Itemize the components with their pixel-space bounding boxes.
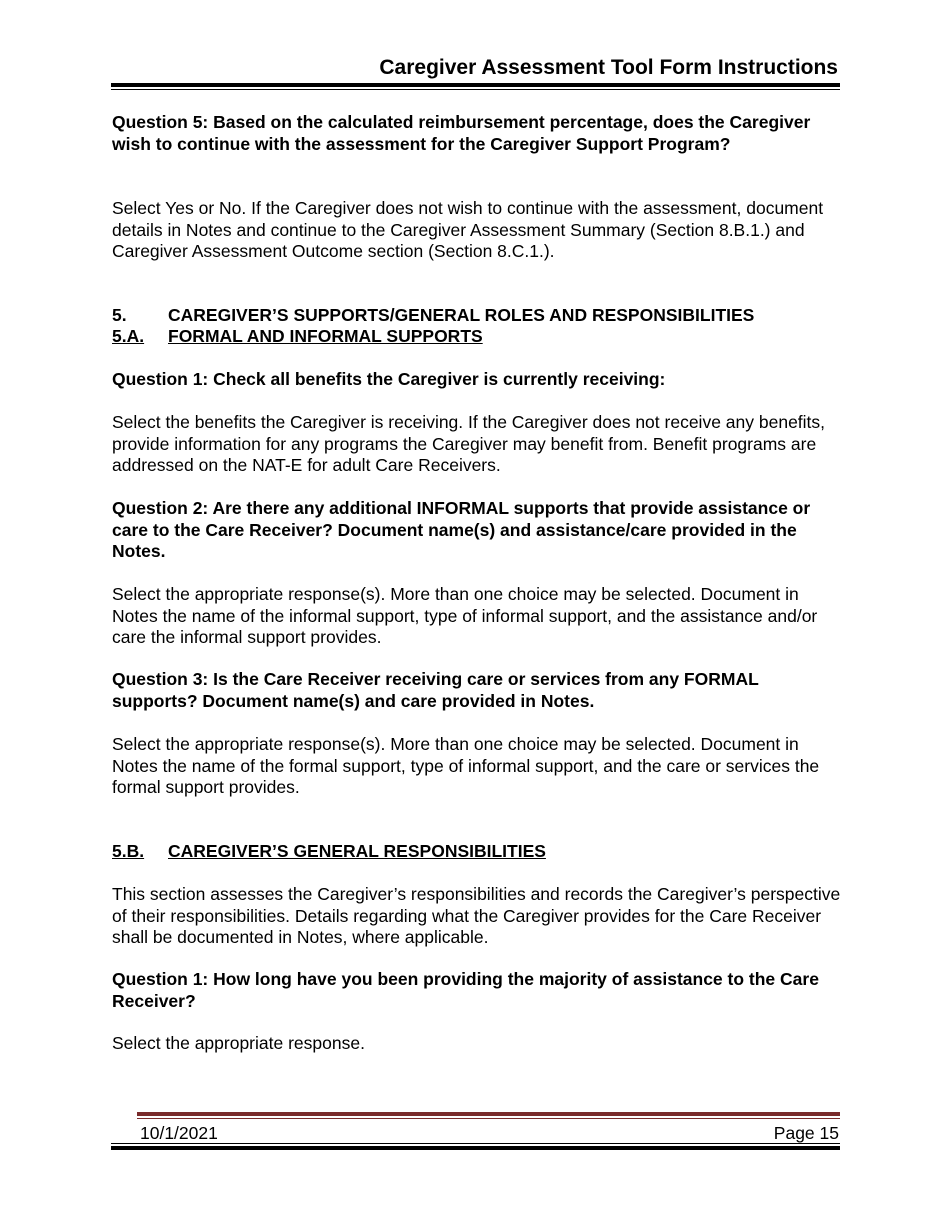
section-5a-question-3-heading: Question 3: Is the Care Receiver receiving care or services from any FORMAL supports? Document name(s) and care provided in Notes. (112, 669, 759, 711)
section-5a-question-1-heading: Question 1: Check all benefits the Caregiver is currently receiving: (112, 369, 666, 389)
question-5-instructions: Select Yes or No. If the Caregiver does not wish to continue with the assessment, document details in Notes and continue to the Caregiver Assessment Summary (Section 8.B.1.) and Caregiver Assessment Outcome section (Section 8.C.1.). (112, 198, 824, 261)
section-5b-intro: This section assesses the Caregiver’s responsibilities and records the Caregiver’s perspective of their responsibilities. Details regarding what the Caregiver provides for the Care Receiver shall be documented in Notes, where applicable. (112, 884, 841, 947)
header-rule-thick (111, 83, 840, 87)
section-5a-number: 5.A. (112, 326, 145, 346)
footer-rule-top-thick (137, 1112, 840, 1116)
section-5-heading (112, 305, 754, 327)
footer-rule-bottom-thick (111, 1146, 840, 1150)
footer-rule-bottom-thin (111, 1143, 840, 1144)
section-5-number: 5. (112, 305, 127, 325)
section-5a-question-2-heading: Question 2: Are there any additional INFORMAL supports that provide assistance or care to the Care Receiver? Document name(s) and assistance/care provided in the Notes. (112, 498, 811, 561)
section-5b-heading (112, 841, 546, 863)
document-title: Caregiver Assessment Tool Form Instructions (379, 56, 838, 79)
section-5a-question-3-instructions: Select the appropriate response(s). More than one choice may be selected. Document in Notes the name of the formal support, type of informal support, and the care or services the formal support provides. (112, 734, 820, 797)
section-5b-title: CAREGIVER’S GENERAL RESPONSIBILITIES (168, 841, 546, 861)
header-rule-thin (111, 89, 840, 90)
question-5-heading: Question 5: Based on the calculated reimbursement percentage, does the Caregiver wish to continue with the assessment for the Caregiver Support Program? (112, 112, 811, 154)
section-5a-question-1-instructions: Select the benefits the Caregiver is receiving. If the Caregiver does not receive any benefits, provide information for any programs the Caregiver may benefit from. Benefit programs are addressed on the NAT-E for adult Care Receivers. (112, 412, 826, 475)
section-5a-question-2-instructions: Select the appropriate response(s). More than one choice may be selected. Document in Notes the name of the informal support, type of informal support, and the assistance and/or care the informal support provides. (112, 584, 818, 647)
footer-page-number: Page 15 (773, 1123, 839, 1143)
footer-rule-top-thin (137, 1118, 840, 1119)
section-5b-question-1-heading: Question 1: How long have you been providing the majority of assistance to the Care Receiver? (112, 969, 819, 1011)
section-5-title: CAREGIVER’S SUPPORTS/GENERAL ROLES AND RESPONSIBILITIES (168, 305, 755, 325)
section-5b-number: 5.B. (112, 841, 145, 861)
section-5a-heading (112, 326, 483, 348)
footer-date: 10/1/2021 (140, 1123, 218, 1143)
section-5b-question-1-instructions: Select the appropriate response. (112, 1033, 365, 1053)
section-5a-title: FORMAL AND INFORMAL SUPPORTS (168, 326, 483, 346)
